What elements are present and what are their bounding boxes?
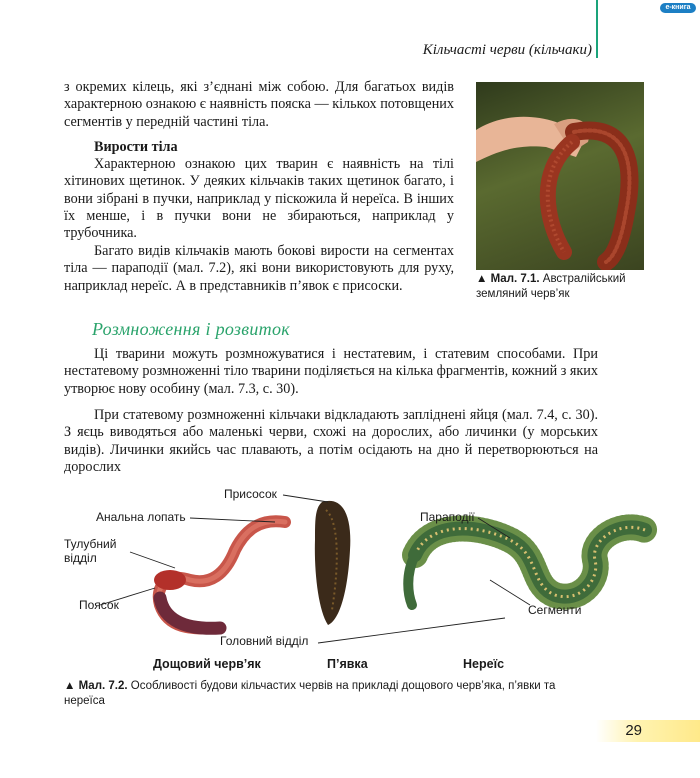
figure-7-2-caption [64, 679, 584, 709]
name-earthworm: Дощовий черв’як [153, 657, 261, 671]
page-number-band [596, 720, 700, 742]
australian-earthworm-photo [476, 82, 644, 270]
paragraph-1: з окремих кілець, які з’єднані між собою. Для багатьох видів характерною ознакою є наявність пояска — кількох потовщених сегментів у передній частині тіла. [64, 79, 454, 130]
label-segments: Сегменти [528, 603, 582, 617]
subheading-growths: Вирости тіла [94, 139, 178, 155]
earthworm-drawing [154, 521, 285, 628]
label-head-section: Головний відділ [220, 634, 309, 648]
paragraph-5: При статевому розмноженні кільчаки відкладають запліднені яйця (мал. 7.4, с. 30). З яєць виводяться або маленькі черви, схожі на дорослих, або личинки (у морських видів). Личинки якийсь час плавають, а потім осідають на дно й перетворюються на дорослих [64, 407, 598, 475]
name-nereis: Нереїс [463, 657, 505, 671]
label-sucker: Присосок [224, 487, 277, 501]
figure-7-2-text: Особливості будови кільчастих червів на прикладі дощового черв’яка, п’явки та нереїса [64, 680, 556, 707]
paragraph-2: Характерною ознакою цих тварин є наявність на тілі хітинових щетинок. У деяких кільчаків таких щетинок багато, і вони зібрані в пучки, наприклад у піскожила й нереїса. В інших їх менше, і в пучки вони не збираються, наприклад у трубочника. [64, 156, 454, 242]
figure-7-2-label: ▲ Мал. 7.2. [64, 680, 128, 692]
leech-drawing [315, 501, 350, 625]
header-rule [596, 0, 598, 58]
label-parapodia: Параподії [420, 510, 475, 524]
label-girdle: Поясок [79, 598, 119, 612]
publisher-logo: e-книга [660, 3, 696, 13]
figure-7-1-caption [476, 272, 646, 302]
name-leech: П’явка [327, 657, 368, 671]
paragraph-4: Ці тварини можуть розмножуватися і нестатевим, і статевим способами. При нестатевому розмноженні тіло тварини поділяється на кілька фрагментів, кожний з яких утворює нову особину (мал. 7.3, с. 30). [64, 346, 598, 397]
label-body-section: Тулубний відділ [64, 537, 117, 565]
label-anal-lobe: Анальна лопать [96, 510, 186, 524]
nereis-drawing [408, 527, 645, 605]
page-number: 29 [625, 722, 642, 739]
section-title: Розмноження і розвиток [92, 319, 290, 339]
figure-7-1-text: Австралійський земляний черв’як [476, 273, 626, 300]
running-head: Кільчасті черви (кільчаки) [422, 42, 592, 58]
figure-7-2-illustration [60, 480, 660, 655]
figure-7-1-label: ▲ Мал. 7.1. [476, 273, 540, 285]
paragraph-3: Багато видів кільчаків мають бокові вирости на сегментах тіла — параподії (мал. 7.2), які вони використовують для руху, наприклад нереїс. А в представників п’явок є присоски. [64, 243, 454, 294]
